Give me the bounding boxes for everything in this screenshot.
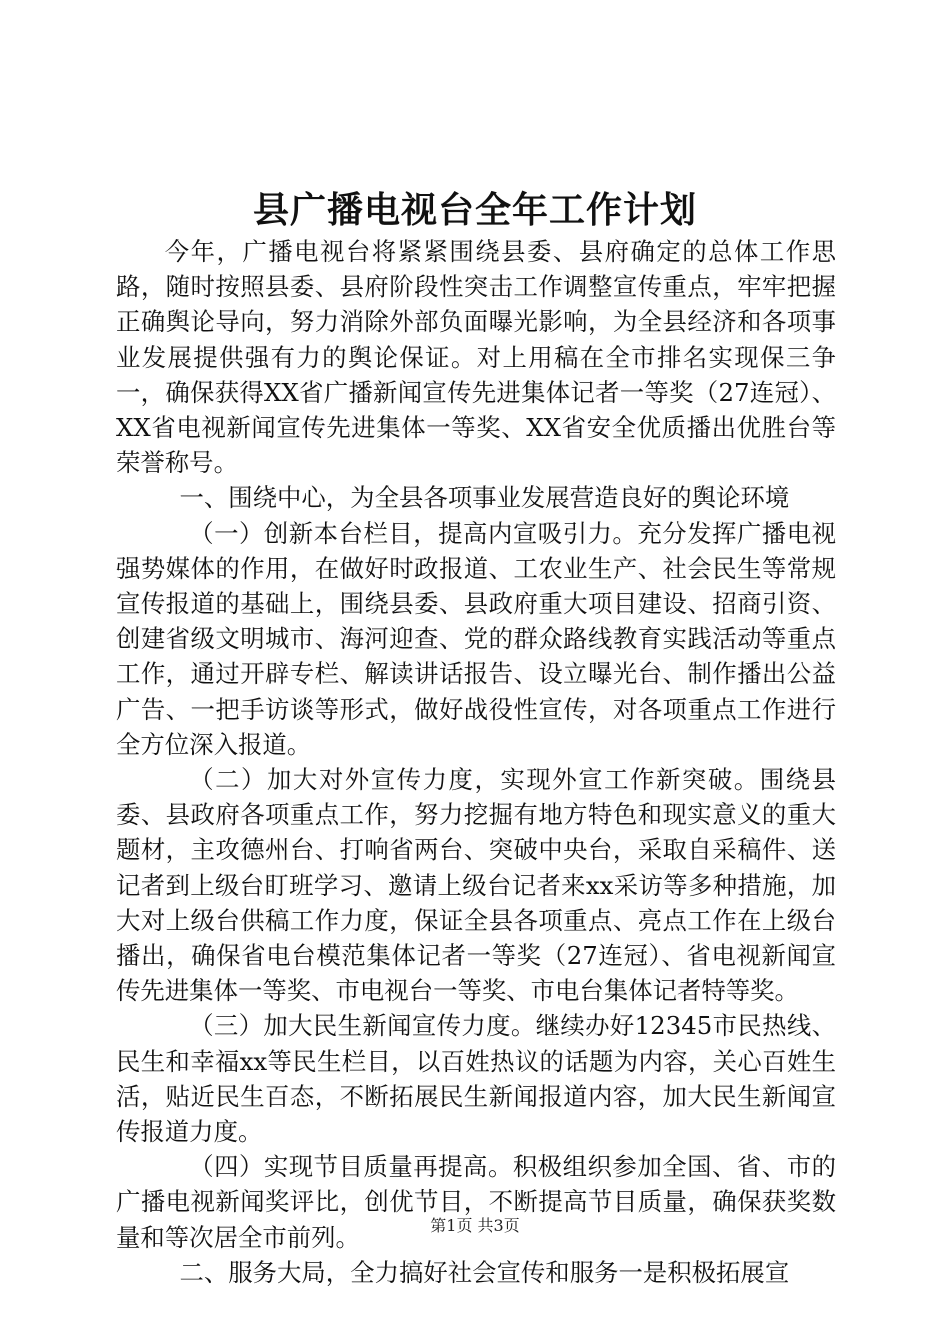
document-body bbox=[116, 234, 836, 1290]
subsection-paragraph-1: （一）创新本台栏目，提高内宣吸引力。充分发挥广播电视强势媒体的作用，在做好时政报道、工农业生产、社会民生等常规宣传报道的基础上，围绕县委、县政府重大项目建设、招商引资、创建省级文明城市、海河迎查、党的群众路线教育实践活动等重点工作，通过开辟专栏、解读讲话报告、设立曝光台、制作播出公益广告、一把手访谈等形式，做好战役性宣传，对各项重点工作进行全方位深入报道。 bbox=[116, 518, 836, 759]
intro-paragraph: 今年，广播电视台将紧紧围绕县委、县府确定的总体工作思路，随时按照县委、县府阶段性突击工作调整宣传重点，牢牢把握正确舆论导向，努力消除外部负面曝光影响，为全县经济和各项事业发展提供强有力的舆论保证。对上用稿在全市排名实现保三争一，确保获得XX省广播新闻宣传先进集体记者一等奖（27连冠）、XX省电视新闻宣传先进集体一等奖、XX省安全优质播出优胜台等荣誉称号。 bbox=[116, 237, 836, 478]
subsection-paragraph-4: （四）实现节目质量再提高。积极组织参加全国、省、市的广播电视新闻奖评比，创优节目，不断提高节目质量，确保获奖数量和等次居全市前列。 bbox=[116, 1152, 836, 1252]
subsection-paragraph-2: （二）加大对外宣传力度，实现外宣工作新突破。围绕县委、县政府各项重点工作，努力挖掘有地方特色和现实意义的重大题材，主攻德州台、打响省两台、突破中央台，采取自采稿件、送记者到上级台盯班学习、邀请上级台记者来xx采访等多种措施，加大对上级台供稿工作力度，保证全县各项重点、亮点工作在上级台播出，确保省电台模范集体记者一等奖（27连冠）、省电视新闻宣传先进集体一等奖、市电视台一等奖、市电台集体记者特等奖。 bbox=[116, 765, 836, 1006]
section-heading-1: 一、围绕中心，为全县各项事业发展营造良好的舆论环境 bbox=[179, 483, 790, 513]
section-heading-2: 二、服务大局，全力搞好社会宣传和服务一是积极拓展宣 bbox=[179, 1257, 790, 1287]
subsection-paragraph-3: （三）加大民生新闻宣传力度。继续办好12345市民热线、民生和幸福xx等民生栏目，以百姓热议的话题为内容，关心百姓生活，贴近民生百态，不断拓展民生新闻报道内容，加大民生新闻宣传报道力度。 bbox=[116, 1011, 836, 1147]
page-footer: 第1页 共3页 bbox=[430, 1216, 520, 1235]
document-title: 县广播电视台全年工作计划 bbox=[252, 189, 697, 231]
